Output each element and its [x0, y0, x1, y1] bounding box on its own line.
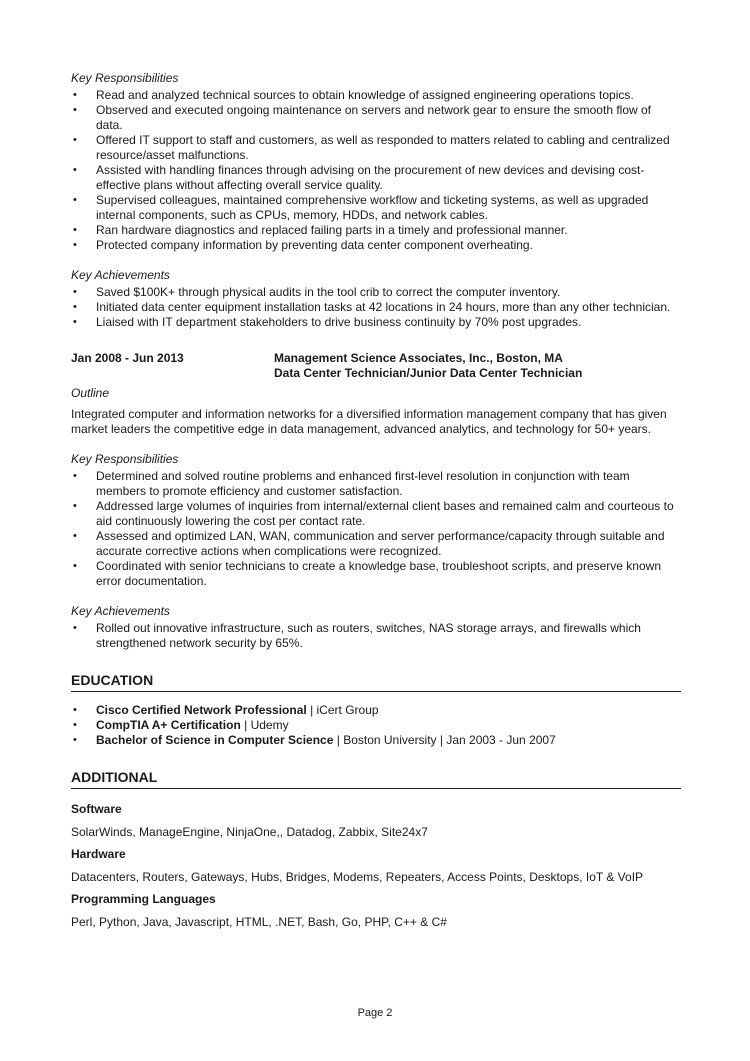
job1-achievements-label: Key Achievements — [71, 268, 170, 282]
job1-achievements-list — [71, 285, 681, 330]
list-item: • Saved $100K+ through physical audits in the tool crib to correct the computer inventory. — [71, 285, 681, 300]
list-item: • Supervised colleagues, maintained comprehensive workflow and ticketing systems, as well as upgraded internal components, such as CPUs, memory, HDDs, and network cables. — [71, 193, 681, 223]
job2-responsibilities-list — [71, 469, 681, 589]
list-item: • Determined and solved routine problems and enhanced first-level resolution in conjunction with team members to promote efficiency and customer satisfaction. — [71, 469, 681, 499]
software-label: Software — [71, 802, 122, 816]
job2-heading — [274, 351, 681, 381]
list-item: • Assisted with handling finances through advising on the procurement of new devices and devising cost-effective plans without affecting overall service quality. — [71, 163, 681, 193]
job2-responsibilities-label: Key Responsibilities — [71, 452, 179, 466]
additional-heading: ADDITIONAL — [71, 768, 681, 789]
education-detail: | iCert Group — [306, 703, 379, 717]
list-item: • Offered IT support to staff and customers, as well as responded to matters related to cabling and centralized resource/asset malfunctions. — [71, 133, 681, 163]
resume-content — [71, 71, 681, 930]
list-item — [71, 733, 681, 748]
education-detail: | Boston University | Jan 2003 - Jun 2007 — [333, 733, 556, 747]
list-item: • Ran hardware diagnostics and replaced failing parts in a timely and professional manner. — [71, 223, 681, 238]
education-detail: | Udemy — [240, 718, 289, 732]
list-item — [71, 718, 681, 733]
software-list: SolarWinds, ManageEngine, NinjaOne,, Datadog, Zabbix, Site24x7 — [71, 825, 428, 839]
job1-responsibilities-label: Key Responsibilities — [71, 71, 179, 85]
list-item: • Protected company information by preventing data center component overheating. — [71, 238, 681, 253]
job2-header — [71, 351, 681, 381]
education-name: CompTIA A+ Certification — [96, 718, 241, 732]
list-item: • Observed and executed ongoing maintenance on servers and network gear to ensure the smooth flow of data. — [71, 103, 681, 133]
job1-responsibilities-list — [71, 88, 681, 253]
list-item: • Rolled out innovative infrastructure, such as routers, switches, NAS storage arrays, and firewalls which strengthened network security by 65%. — [71, 621, 681, 651]
job2-achievements-list — [71, 621, 681, 651]
list-item: • Initiated data center equipment installation tasks at 42 locations in 24 hours, more than any other technician. — [71, 300, 681, 315]
job2-title: Data Center Technician/Junior Data Center Technician — [274, 366, 583, 380]
job2-achievements-label: Key Achievements — [71, 604, 170, 618]
list-item: • Coordinated with senior technicians to create a knowledge base, troubleshoot scripts, and preserve known error documentation. — [71, 559, 681, 589]
job2-outline: Integrated computer and information networks for a diversified information management company that has given market leaders the competitive edge in data management, advanced analytics, and technology for 50+ years. — [71, 407, 667, 436]
job2-company: Management Science Associates, Inc., Boston, MA — [274, 351, 563, 365]
list-item: • Assessed and optimized LAN, WAN, communication and server performance/capacity through suitable and accurate corrective actions when complications were recognized. — [71, 529, 681, 559]
education-name: Bachelor of Science in Computer Science — [96, 733, 334, 747]
education-heading: EDUCATION — [71, 671, 681, 692]
languages-list: Perl, Python, Java, Javascript, HTML, .NET, Bash, Go, PHP, C++ & C# — [71, 915, 447, 929]
hardware-list: Datacenters, Routers, Gateways, Hubs, Bridges, Modems, Repeaters, Access Points, Desktops, IoT & VoIP — [71, 870, 644, 884]
job2-outline-label: Outline — [71, 386, 110, 400]
list-item: • Addressed large volumes of inquiries from internal/external client bases and remained calm and courteous to aid continuously lowering the cost per contact rate. — [71, 499, 681, 529]
education-list — [71, 703, 681, 748]
job2-dates: Jan 2008 - Jun 2013 — [71, 351, 184, 365]
page-number: Page 2 — [357, 1007, 393, 1019]
list-item: • Read and analyzed technical sources to obtain knowledge of assigned engineering operations topics. — [71, 88, 681, 103]
list-item — [71, 703, 681, 718]
education-name: Cisco Certified Network Professional — [96, 703, 307, 717]
hardware-label: Hardware — [71, 847, 126, 861]
list-item: • Liaised with IT department stakeholders to drive business continuity by 70% post upgrades. — [71, 315, 681, 330]
languages-label: Programming Languages — [71, 892, 216, 906]
